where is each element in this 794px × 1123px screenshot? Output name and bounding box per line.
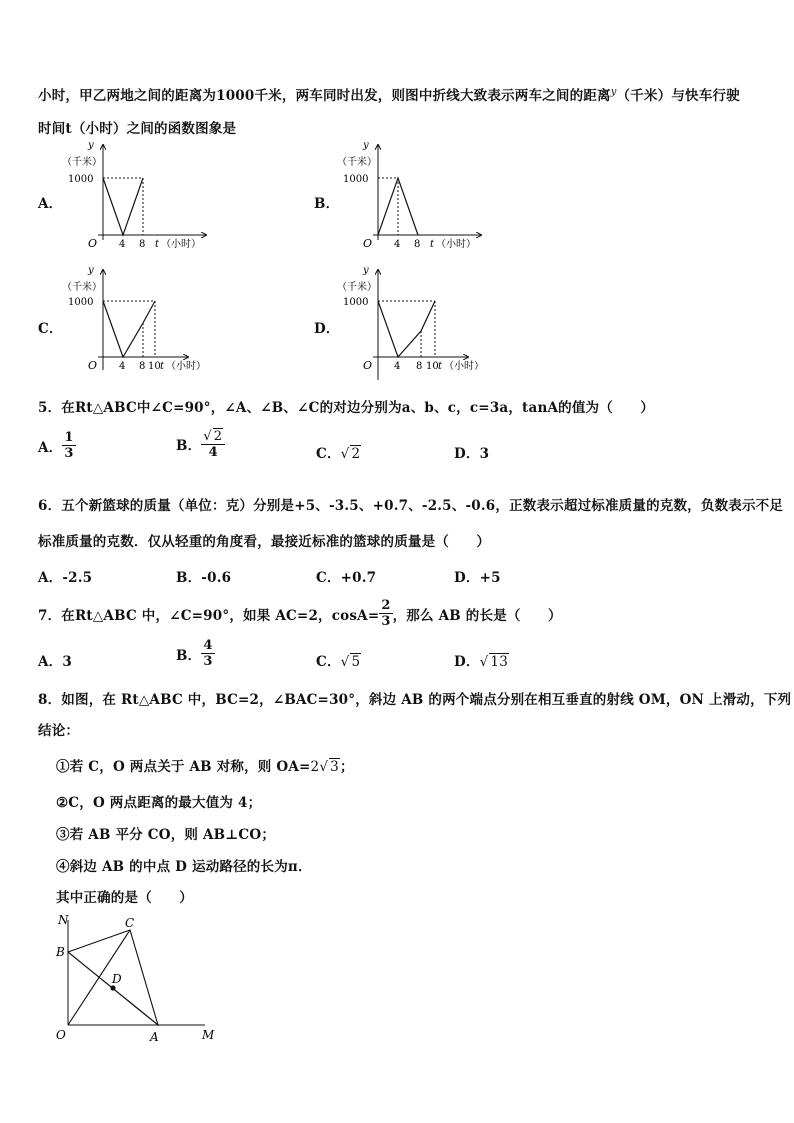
q8-line2: 结论：: [38, 723, 80, 739]
graph-d-y-value: 1000: [343, 297, 369, 308]
graph-b-tick-4: 4: [394, 239, 401, 250]
q6-line1: 6．五个新篮球的质量（单位：克）分别是+5、-3.5、+0.7、-2.5、-0.6，正数表示超过标准质量的克数，负数表示不足: [38, 498, 784, 514]
graph-b-tick-8: 8: [414, 239, 421, 250]
graph-c-tick-4: 4: [119, 361, 126, 372]
q4-option-d-label: D．: [314, 321, 340, 337]
label-o: O: [56, 1028, 66, 1042]
graph-b-x-unit: （小时）: [436, 239, 476, 250]
q8-statement-3: ③若 AB 平分 CO，则 AB⊥CO；: [56, 827, 276, 843]
label-n: N: [58, 913, 69, 927]
graph-d-y-unit: （千米）: [337, 282, 377, 293]
graph-d-tick-10: 10: [426, 361, 439, 372]
q8-line1: 8．如图，在 Rt△ABC 中，BC=2，∠BAC=30°，斜边 AB 的两个端点分别在相互垂直的射线 OM，ON 上滑动，下列: [38, 692, 792, 708]
graph-c: [58, 265, 228, 380]
graph-a-x-label: t: [155, 239, 160, 250]
graph-c-origin: O: [88, 359, 98, 372]
graph-c-y-label: y: [88, 265, 94, 276]
q8-statement-1: ①若 C，O 两点关于 AB 对称，则 OA=2√ 3；: [56, 759, 354, 775]
q4-option-a-label: A．: [38, 196, 63, 212]
graph-b-x-label: t: [430, 239, 435, 250]
graph-b-y-unit: （千米）: [337, 157, 377, 168]
q7-option-c: C．√ 5: [316, 654, 361, 670]
q6-option-a: A．-2.5: [38, 570, 93, 586]
point-d: [110, 985, 115, 990]
q8-figure: [50, 910, 230, 1045]
q4-option-c-label: C．: [38, 321, 63, 337]
graph-d-x-label: t: [438, 361, 443, 372]
q7-option-b: B． $\frac{4}{3}$: [176, 638, 213, 669]
graph-a-tick-4: 4: [119, 239, 126, 250]
q5-option-d: D．3: [454, 446, 490, 462]
graph-d: [333, 265, 503, 380]
graph-d-origin: O: [363, 359, 373, 372]
graph-a-x-unit: （小时）: [161, 239, 201, 250]
graph-b-y-value: 1000: [343, 174, 369, 185]
graph-a-tick-8: 8: [139, 239, 146, 250]
q5-option-b: B． $\frac{√ 2}{4}$: [176, 428, 225, 460]
q8-statement-2: ②C，O 两点距离的最大值为 4；: [56, 795, 262, 811]
q6-option-c: C．+0.7: [316, 570, 377, 586]
graph-b-origin: O: [363, 237, 373, 250]
q8-ask: 其中正确的是（ ）: [56, 890, 193, 906]
graph-c-tick-10: 10: [148, 361, 161, 372]
graph-c-tick-8: 8: [139, 361, 146, 372]
graph-d-y-label: y: [363, 265, 369, 276]
q5-stem: 5．在Rt△ABC中∠C=90°，∠A、∠B、∠C的对边分别为a、b、c，c=3a，tanA的值为（ ）: [38, 400, 655, 416]
graph-c-x-unit: （小时）: [166, 361, 206, 372]
q7-option-d: D．√ 13: [454, 654, 509, 670]
q4-option-b-label: B．: [314, 196, 340, 212]
label-d: D: [112, 972, 122, 986]
q5-option-c: C．√ 2: [316, 446, 361, 462]
graph-a-y-unit: （千米）: [62, 157, 102, 168]
graph-a-origin: O: [88, 237, 98, 250]
q5-option-a: A． $\frac{1}{3}$: [38, 430, 74, 461]
graph-a-y-value: 1000: [68, 174, 94, 185]
graph-a: [58, 140, 228, 255]
q7-stem: 7．在Rt△ABC 中，∠C=90°，如果 AC=2，cosA= $\frac{2}{3}$ ，那么 AB 的长是（ ）: [38, 598, 562, 629]
q8-statement-4: ④斜边 AB 的中点 D 运动路径的长为π．: [56, 859, 312, 875]
q4-line2: 时间t（小时）之间的函数图象是: [38, 121, 237, 137]
graph-c-x-label: t: [160, 361, 165, 372]
label-m: M: [202, 1028, 215, 1042]
graph-d-tick-8: 8: [416, 361, 423, 372]
label-a: A: [150, 1030, 159, 1044]
q6-option-b: B．-0.6: [176, 570, 232, 586]
graph-c-y-unit: （千米）: [62, 282, 102, 293]
graph-c-y-value: 1000: [68, 297, 94, 308]
q6-option-d: D．+5: [454, 570, 501, 586]
q6-line2: 标准质量的克数．仅从轻重的角度看，最接近标准的篮球的质量是（ ）: [38, 534, 491, 550]
graph-b: [333, 140, 503, 255]
graph-d-tick-4: 4: [394, 361, 401, 372]
graph-a-y-label: y: [88, 140, 94, 151]
graph-b-y-label: y: [363, 140, 369, 151]
q4-line1: 小时，甲乙两地之间的距离为1000千米，两车同时出发，则图中折线大致表示两车之间的距离$^y$（千米）与快车行驶: [38, 86, 740, 104]
q7-option-a: A．3: [38, 654, 72, 670]
label-b: B: [56, 945, 65, 959]
graph-d-x-unit: （小时）: [444, 361, 484, 372]
label-c: C: [125, 916, 135, 930]
